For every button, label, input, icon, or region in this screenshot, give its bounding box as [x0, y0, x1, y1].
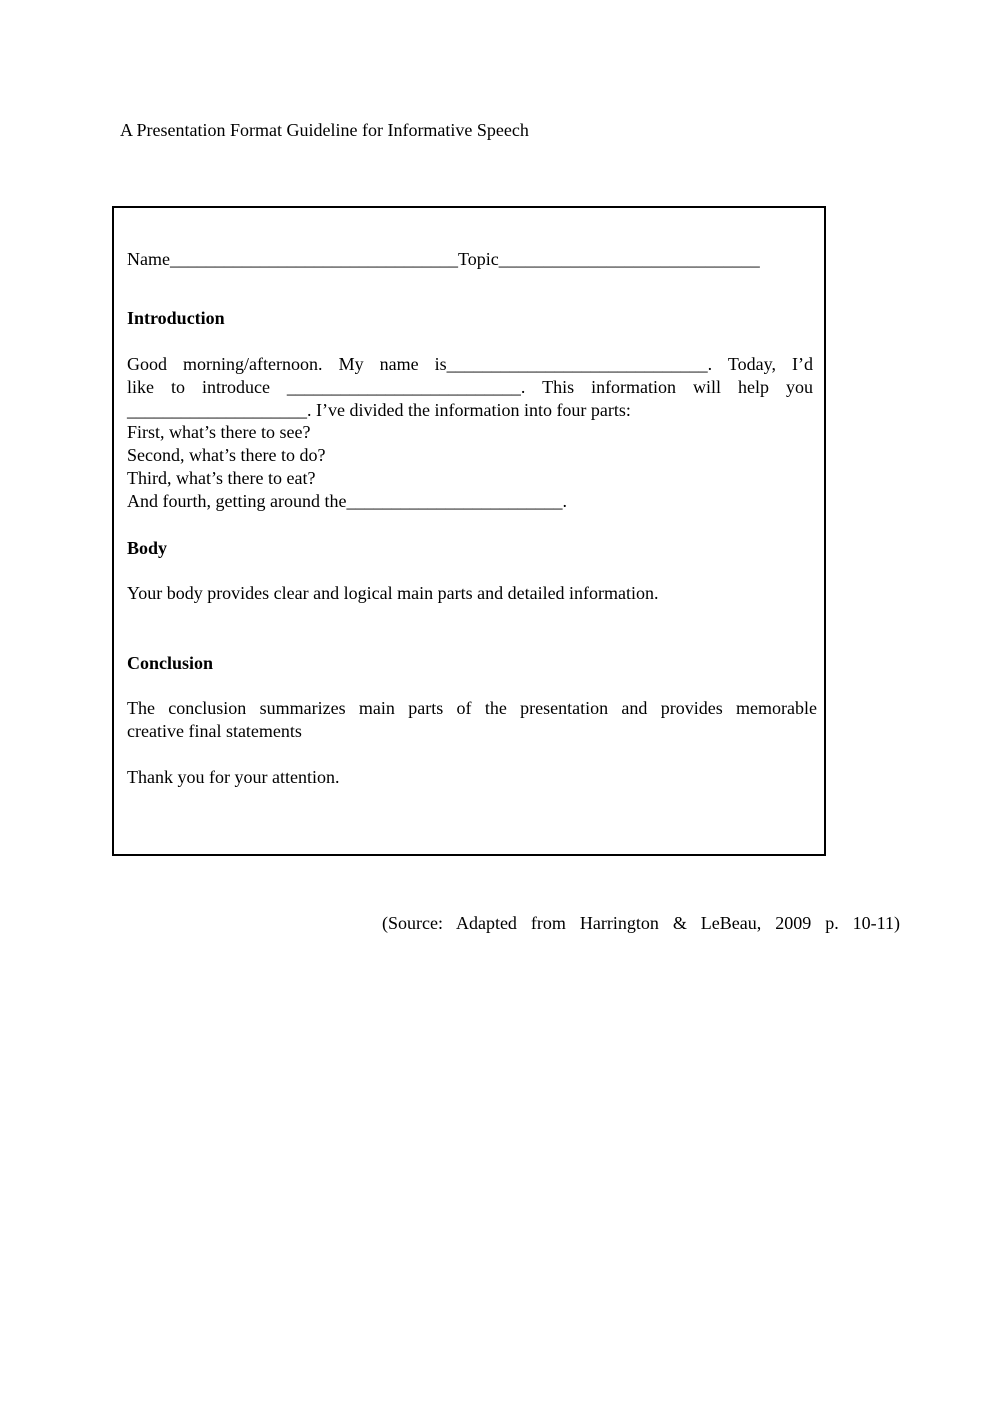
source-citation: (Source: Adapted from Harrington & LeBeau, 2009 p. 10-11) — [382, 913, 900, 933]
speech-format-box — [112, 206, 826, 856]
conclusion-line-2: creative final statements — [127, 721, 302, 741]
introduction-part-1: First, what’s there to see? — [127, 422, 311, 442]
introduction-part-4: And fourth, getting around the________________________. — [127, 491, 567, 511]
introduction-part-3: Third, what’s there to eat? — [127, 468, 316, 488]
conclusion-line-1: The conclusion summarizes main parts of the presentation and provides memorable — [127, 698, 817, 718]
introduction-line-3: ____________________. I’ve divided the information into four parts: — [127, 400, 631, 420]
body-heading: Body — [127, 538, 168, 558]
conclusion-heading: Conclusion — [127, 653, 214, 673]
name-topic-line: Name________________________________Topic_____________________________ — [127, 249, 760, 269]
body-text: Your body provides clear and logical main parts and detailed information. — [127, 583, 659, 603]
introduction-part-2: Second, what’s there to do? — [127, 445, 326, 465]
closing-line: Thank you for your attention. — [127, 767, 340, 787]
page-title: A Presentation Format Guideline for Informative Speech — [120, 120, 529, 140]
introduction-line-1: Good morning/afternoon. My name is_____________________________. Today, I’d — [127, 354, 813, 374]
introduction-heading: Introduction — [127, 308, 225, 328]
introduction-line-2: like to introduce __________________________. This information will help you — [127, 377, 813, 397]
